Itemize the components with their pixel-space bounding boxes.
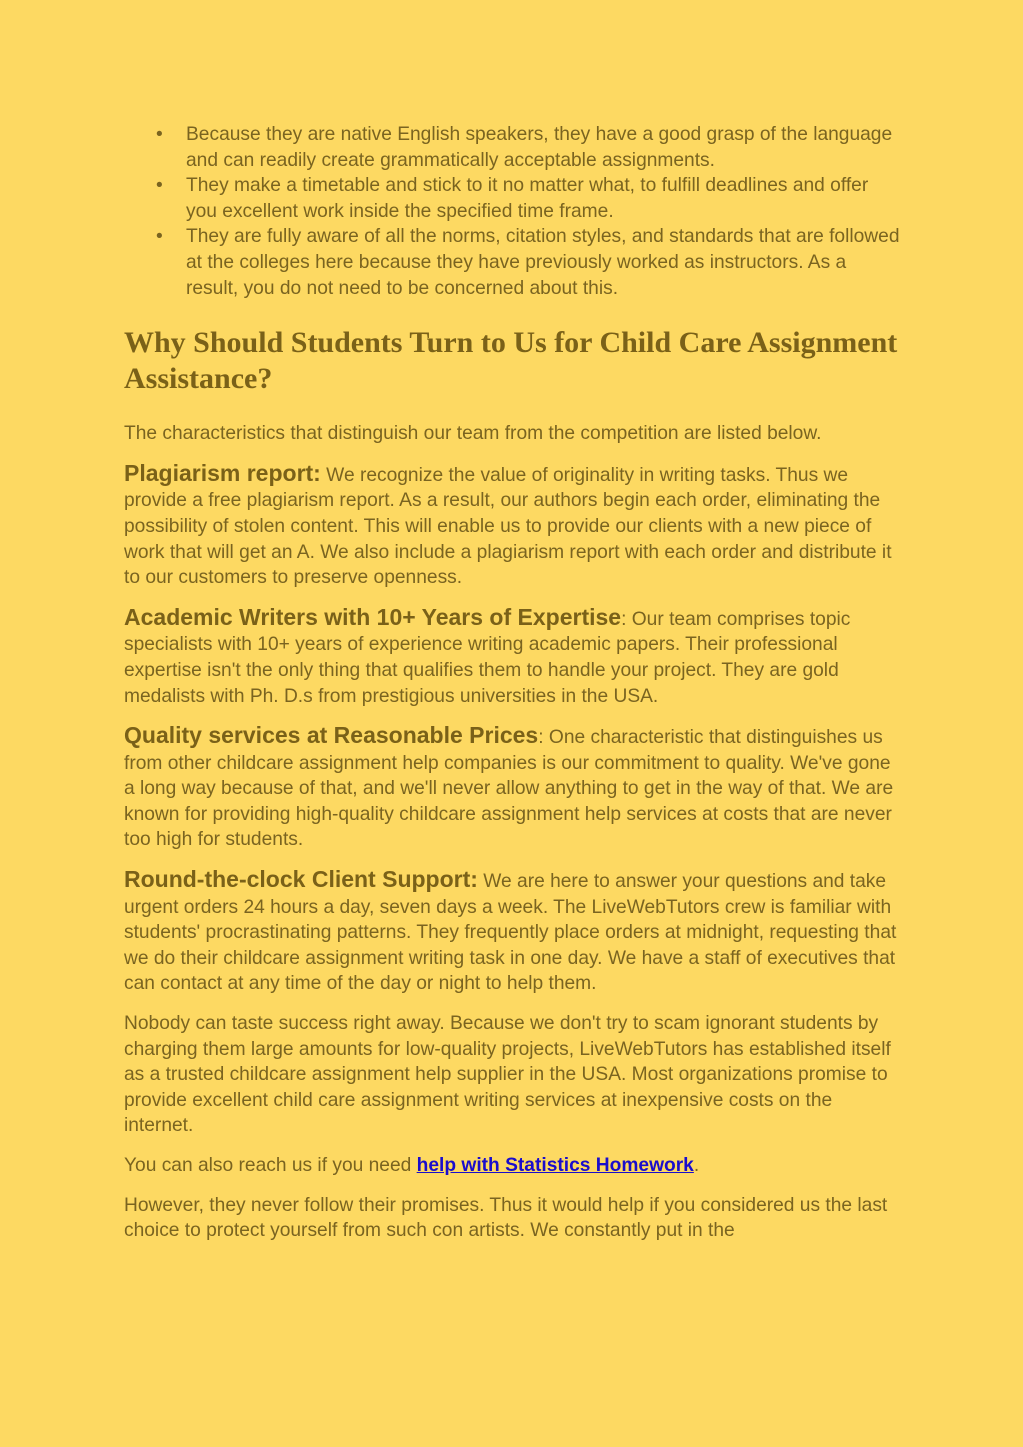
document-body <box>124 122 902 1244</box>
reach-prefix: You can also reach us if you need <box>124 1155 417 1176</box>
feature-title: Quality services at Reasonable Prices <box>124 722 539 749</box>
feature-plagiarism-report <box>124 461 902 591</box>
reach-paragraph <box>124 1153 902 1179</box>
reach-suffix: . <box>693 1155 700 1176</box>
bullet-text: They make a timetable and stick to it no matter what, to fulfill deadlines and offer you excellent work inside the specified time frame. <box>186 175 869 222</box>
bullet-item <box>124 224 902 301</box>
bullet-icon: • <box>156 124 163 145</box>
bullet-icon: • <box>156 175 163 197</box>
feature-body: : One characteristic that distinguishes us from other childcare assignment help companies is our commitment to quality. We've gone a long way because of that, and we'll never allow anything to get in the way of that. We are known for providing high-quality childcare assignment help services at costs that are never too high for students. <box>124 727 894 851</box>
bullet-item <box>124 122 902 173</box>
success-paragraph: Nobody can taste success right away. Because we don't try to scam ignorant students by charging them large amounts for low-quality projects, LiveWebTutors has established itself as a trusted childcare assignment help supplier in the USA. Most organizations promise to provide excellent child care assignment writing services at inexpensive costs on the internet. <box>124 1013 891 1137</box>
however-paragraph: However, they never follow their promises. Thus it would help if you considered us the last choice to protect yourself from such con artists. We constantly put in the <box>124 1194 888 1242</box>
feature-body: We recognize the value of originality in writing tasks. Thus we provide a free plagiarism report. As a result, our authors begin each order, eliminating the possibility of stolen content. This will enable us to provide our clients with a new piece of work that will get an A. We also include a plagiarism report with each order and distribute it to our customers to preserve openness. <box>124 464 892 589</box>
bullet-text: They are fully aware of all the norms, citation styles, and standards that are followed at the colleges here because they have previously worked as instructors. As a result, you do not need to be concerned about this. <box>186 226 900 299</box>
section-heading: Why Should Students Turn to Us for Child Care Assignment Assistance? <box>124 326 898 396</box>
feature-title: Academic Writers with 10+ Years of Expertise <box>124 603 622 630</box>
intro-paragraph: The characteristics that distinguish our team from the competition are listed below. <box>124 423 822 445</box>
feature-body: We are here to answer your questions and take urgent orders 24 hours a day, seven days a week. The LiveWebTutors crew is familiar with students' procrastinating patterns. They frequently place orders at midnight, requesting that we do their childcare assignment writing task in one day. We have a staff of executives that can contact at any time of the day or night to help them. <box>124 871 897 995</box>
feature-client-support <box>124 867 902 997</box>
bullet-item <box>124 173 902 224</box>
feature-title: Plagiarism report: <box>124 459 321 486</box>
feature-body: : Our team comprises topic specialists with 10+ years of experience writing academic papers. Their professional expertise isn't the only thing that qualifies them to handle your project. They are gold medalists with Ph. D.s from prestigious universities in the USA. <box>124 608 851 707</box>
feature-academic-writers <box>124 605 902 709</box>
bullet-icon: • <box>156 226 163 248</box>
statistics-homework-link[interactable]: help with Statistics Homework <box>416 1155 694 1176</box>
feature-quality-services <box>124 723 902 853</box>
bullet-list <box>124 122 902 301</box>
bullet-text: Because they are native English speakers, they have a good grasp of the language and can readily create grammatically acceptable assignments. <box>186 124 893 171</box>
feature-title: Round-the-clock Client Support: <box>124 866 478 893</box>
